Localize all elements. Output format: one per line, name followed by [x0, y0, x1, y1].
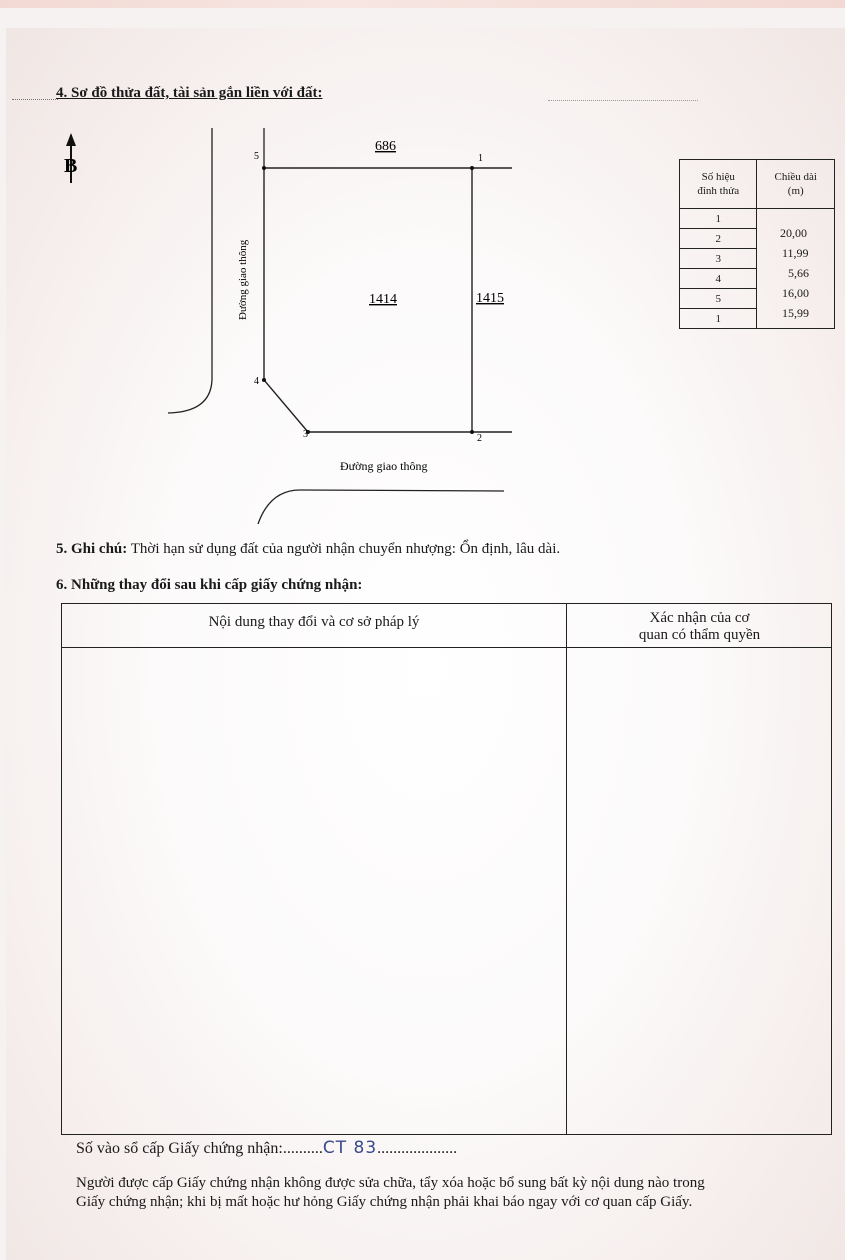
parcel-686-label: 686 [375, 139, 396, 154]
footer-line-2: Giấy chứng nhận; khi bị mất hoặc hư hỏng Giấy chứng nhận phải khai báo ngay với cơ quan cấp Giấy. [76, 1194, 693, 1210]
point-label-3: 3 [303, 429, 308, 440]
road-corner-curve [168, 378, 212, 413]
header-point: Số hiệu đỉnh thửa [680, 160, 757, 209]
table-row-point: 1 [680, 309, 757, 329]
point-label-2: 2 [477, 433, 482, 444]
changes-col-content-header: Nội dung thay đổi và cơ sở pháp lý [208, 614, 420, 630]
registry-number: CT 83 [322, 1138, 378, 1158]
header-length: Chiều dài (m) [757, 160, 835, 209]
road-west-label: Đường giao thông [237, 239, 249, 320]
section5-label: 5. Ghi chú: [56, 541, 128, 557]
scan-dots-left [12, 99, 58, 100]
footer-note [76, 1174, 705, 1212]
north-label: B [64, 155, 78, 177]
registry-label: Số vào sổ cấp Giấy chứng nhận: [76, 1140, 283, 1157]
table-row-point: 2 [680, 229, 757, 249]
section5-note [56, 541, 560, 558]
registry-line: Số vào sổ cấp Giấy chứng nhận:..........CT 83.................... [76, 1138, 458, 1158]
point-label-5: 5 [254, 151, 259, 162]
parcel-1415-label: 1415 [476, 291, 504, 306]
table-row-point: 4 [680, 269, 757, 289]
length-value: 5,66 [788, 266, 809, 280]
section6-heading: 6. Những thay đổi sau khi cấp giấy chứng nhận: [56, 577, 363, 593]
parcel-chamfer-edge [264, 380, 308, 432]
length-value: 16,00 [782, 286, 809, 300]
table-row-point: 5 [680, 289, 757, 309]
road-south-label: Đường giao thông [340, 459, 428, 473]
parcel-sketch [0, 120, 660, 540]
vertex-length-table [679, 159, 835, 329]
section5-text: Thời hạn sử dụng đất của người nhận chuyển nhượng: Ổn định, lâu dài. [130, 541, 561, 557]
changes-header-divider [62, 647, 831, 648]
point-label-4: 4 [254, 376, 259, 387]
length-value: 11,99 [782, 246, 809, 260]
parcel-1414-label: 1414 [369, 292, 397, 307]
footer-line-1: Người được cấp Giấy chứng nhận không được sửa chữa, tẩy xóa hoặc bổ sung bất kỳ nội dung nào trong [76, 1175, 705, 1191]
section4-heading: 4. Sơ đồ thửa đất, tài sản gắn liền với đất: [56, 85, 323, 101]
length-value: 20,00 [780, 226, 807, 240]
length-value: 15,99 [782, 306, 809, 320]
changes-column-divider [566, 604, 567, 1134]
table-row-point: 3 [680, 249, 757, 269]
table-row-point: 1 [680, 209, 757, 229]
north-arrow-icon [64, 133, 77, 183]
road-south-edge [258, 490, 504, 524]
changes-col-confirm-header: Xác nhận của cơ quan có thẩm quyền [638, 610, 761, 643]
point-label-1: 1 [478, 153, 483, 164]
changes-table [61, 603, 832, 1135]
top-border [0, 0, 845, 8]
scan-dots-right [548, 100, 698, 101]
